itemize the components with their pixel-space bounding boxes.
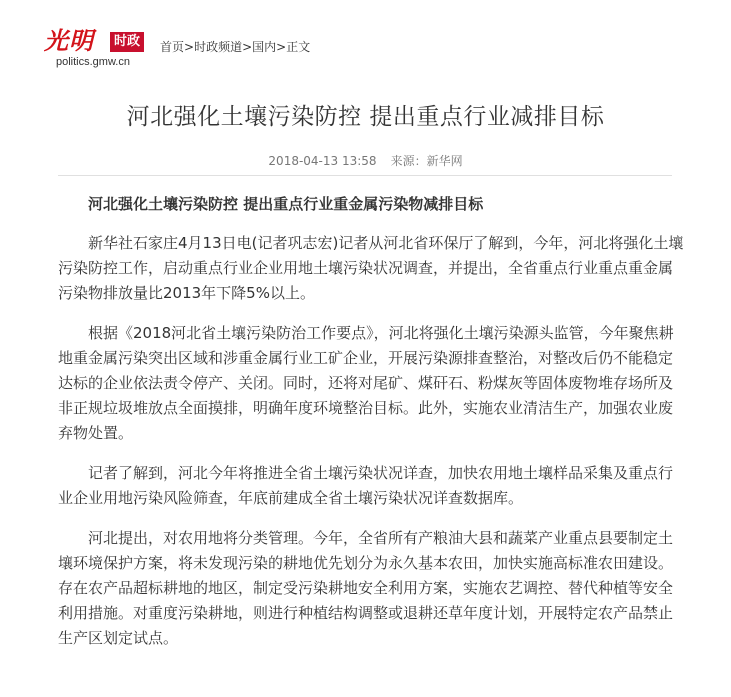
article-lead: 河北强化土壤污染防控 提出重点行业重金属污染物减排目标 <box>88 195 484 213</box>
title-divider <box>58 175 672 176</box>
site-header <box>0 0 731 72</box>
article-paragraph: 记者了解到，河北今年将推进全省土壤污染状况详查，加快农用地土壤样品采集及重点行业企业用地污染风险筛查，年底前建成全省土壤污染状况详查数据库。 <box>58 464 674 507</box>
breadcrumb-politics[interactable]: 时政频道 <box>194 40 243 54</box>
article-title: 河北强化土壤污染防控 提出重点行业减排目标 <box>126 104 605 130</box>
site-logo[interactable] <box>44 26 154 70</box>
breadcrumb-current: 正文 <box>286 40 311 54</box>
logo-wordmark: 光明 <box>44 26 94 55</box>
site-domain: politics.gmw.cn <box>56 56 130 68</box>
publish-date: 2018-04-13 13:58 <box>268 154 377 168</box>
article-meta <box>0 152 731 169</box>
breadcrumb-separator: > <box>184 40 195 54</box>
breadcrumb <box>160 38 310 55</box>
breadcrumb-separator: > <box>242 40 253 54</box>
article-paragraph: 河北提出，对农用地将分类管理。今年，全省所有产粮油大县和蔬菜产业重点县要制定土壤环境保护方案，将未发现污染的耕地优先划分为永久基本农田，加快实施高标准农田建设。存在农产品超标耕地的地区，制定受污染耕地安全利用方案，实施农艺调控、替代种植等安全利用措施。对重度污染耕地，则进行种植结构调整或退耕还草年度计划，开展特定农产品禁止生产区划定试点。 <box>58 529 674 647</box>
breadcrumb-separator: > <box>276 40 287 54</box>
article-body <box>58 192 686 666</box>
breadcrumb-home[interactable]: 首页 <box>160 40 185 54</box>
article-source: 来源：新华网 <box>390 154 463 168</box>
section-badge: 时政 <box>110 32 144 52</box>
breadcrumb-domestic[interactable]: 国内 <box>252 40 277 54</box>
article-paragraph: 根据《2018河北省土壤污染防治工作要点》，河北将强化土壤污染源头监管，今年聚焦耕地重金属污染突出区域和涉重金属行业工矿企业，开展污染源排查整治，对整改后仍不能稳定达标的企业依法责令停产、关闭。同时，还将对尾矿、煤矸石、粉煤灰等固体废物堆存场所及非正规垃圾堆放点全面摸排，明确年度环境整治目标。此外，实施农业清洁生产，加强农业废弃物处置。 <box>58 324 674 442</box>
article-paragraph: 新华社石家庄4月13日电(记者巩志宏)记者从河北省环保厅了解到，今年，河北将强化土壤污染防控工作，启动重点行业企业用地土壤污染状况调查，并提出，全省重点行业重点重金属污染物排放量比2013年下降5%以上。 <box>58 234 684 302</box>
